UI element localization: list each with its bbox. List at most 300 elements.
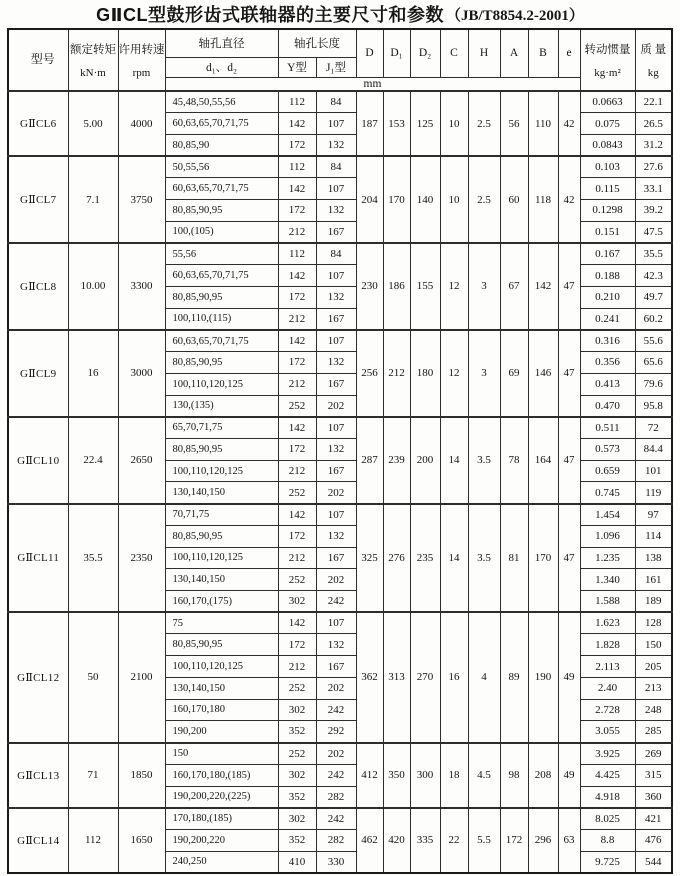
cell-dim-D: 256 [356,330,383,417]
cell-permissible-speed: 1850 [118,743,165,808]
cell-length-j1-type: 107 [316,113,356,135]
cell-bore-diameters: 130,140,150 [165,482,278,504]
cell-dim-A: 98 [500,743,528,808]
cell-rated-torque: 112 [68,808,118,873]
cell-dim-B: 170 [528,504,558,613]
cell-bore-diameters: 80,85,90,95 [165,286,278,308]
cell-mass: 161 [635,569,672,591]
cell-bore-diameters: 50,55,56 [165,156,278,178]
cell-dim-H: 3.5 [468,417,500,504]
cell-mass: 138 [635,547,672,569]
torque-label: 额定转矩 [70,43,116,56]
cell-length-j1-type: 107 [316,417,356,439]
cell-model: GⅡCL14 [8,808,68,873]
cell-inertia: 0.0663 [580,91,635,113]
cell-length-y-type: 212 [278,460,316,482]
cell-length-y-type: 142 [278,417,316,439]
cell-bore-diameters: 80,85,90,95 [165,200,278,222]
cell-mass: 27.6 [635,156,672,178]
cell-length-y-type: 212 [278,308,316,330]
cell-dim-A: 89 [500,612,528,742]
cell-mass: 119 [635,482,672,504]
col-header-bore-length: 轴孔长度 [278,29,356,57]
cell-dim-C: 14 [440,417,468,504]
cell-dim-A: 172 [500,808,528,873]
cell-length-j1-type: 132 [316,634,356,656]
col-header-dim-A: A [500,29,528,77]
title-standard-ref: （JB/T8854.2-2001） [445,7,584,24]
cell-dim-D2: 270 [410,612,440,742]
cell-length-j1-type: 132 [316,352,356,374]
cell-length-j1-type: 167 [316,373,356,395]
cell-inertia: 4.425 [580,764,635,786]
cell-dim-D1: 170 [383,156,410,243]
cell-bore-diameters: 170,180,(185) [165,808,278,830]
cell-length-j1-type: 202 [316,743,356,765]
table-row [8,243,672,265]
page-title [0,0,680,28]
cell-mass: 213 [635,677,672,699]
cell-bore-diameters: 130,(135) [165,395,278,417]
cell-length-y-type: 212 [278,547,316,569]
cell-bore-diameters: 55,56 [165,243,278,265]
cell-bore-diameters: 80,85,90,95 [165,439,278,461]
cell-length-j1-type: 282 [316,786,356,808]
cell-mass: 49.7 [635,286,672,308]
cell-inertia: 2.728 [580,699,635,721]
cell-inertia: 0.103 [580,156,635,178]
cell-length-j1-type: 242 [316,699,356,721]
cell-length-j1-type: 242 [316,764,356,786]
cell-dim-B: 208 [528,743,558,808]
mass-unit: kg [647,67,659,80]
cell-dim-A: 60 [500,156,528,243]
cell-inertia: 0.659 [580,460,635,482]
cell-length-y-type: 112 [278,156,316,178]
cell-dim-e: 49 [558,743,580,808]
cell-inertia: 0.413 [580,373,635,395]
col-subheader-j1-type: J₁型 [316,57,356,77]
cell-dim-C: 12 [440,330,468,417]
cell-dim-C: 14 [440,504,468,613]
cell-permissible-speed: 4000 [118,91,165,156]
cell-inertia: 0.573 [580,439,635,461]
table-row [8,91,672,113]
cell-mass: 248 [635,699,672,721]
cell-bore-diameters: 80,85,90,95 [165,352,278,374]
cell-length-y-type: 172 [278,439,316,461]
cell-length-y-type: 172 [278,634,316,656]
cell-dim-B: 118 [528,156,558,243]
cell-inertia: 2.113 [580,656,635,678]
cell-dim-e: 42 [558,91,580,156]
cell-mass: 60.2 [635,308,672,330]
cell-bore-diameters: 130,140,150 [165,677,278,699]
cell-dim-A: 69 [500,330,528,417]
cell-dim-H: 2.5 [468,156,500,243]
cell-inertia: 0.745 [580,482,635,504]
cell-dim-H: 3 [468,243,500,330]
cell-dim-C: 10 [440,156,468,243]
cell-dim-D2: 125 [410,91,440,156]
col-header-torque [68,29,118,91]
cell-mass: 72 [635,417,672,439]
cell-inertia: 0.075 [580,113,635,135]
col-header-speed [118,29,165,91]
cell-model: GⅡCL11 [8,504,68,613]
cell-inertia: 2.40 [580,677,635,699]
cell-bore-diameters: 100,110,120,125 [165,547,278,569]
cell-inertia: 0.0843 [580,134,635,156]
speed-label: 许用转速 [118,43,165,56]
cell-length-j1-type: 202 [316,482,356,504]
cell-dim-D2: 235 [410,504,440,613]
cell-bore-diameters: 190,200 [165,721,278,743]
cell-dim-H: 2.5 [468,91,500,156]
cell-dim-e: 63 [558,808,580,873]
cell-mass: 360 [635,786,672,808]
cell-dim-e: 47 [558,417,580,504]
cell-dim-H: 5.5 [468,808,500,873]
unit-row-mm: mm [165,77,580,91]
speed-unit: rpm [132,67,151,80]
cell-bore-diameters: 65,70,71,75 [165,417,278,439]
cell-mass: 101 [635,460,672,482]
cell-mass: 189 [635,591,672,613]
cell-dim-B: 296 [528,808,558,873]
cell-dim-D: 462 [356,808,383,873]
cell-dim-D: 412 [356,743,383,808]
cell-dim-D1: 420 [383,808,410,873]
cell-bore-diameters: 160,170,180,(185) [165,764,278,786]
cell-length-y-type: 112 [278,243,316,265]
cell-dim-D: 362 [356,612,383,742]
cell-length-y-type: 142 [278,330,316,352]
cell-mass: 544 [635,851,672,873]
col-header-dim-D2: D₂ [410,29,440,77]
cell-length-j1-type: 132 [316,525,356,547]
cell-length-j1-type: 167 [316,547,356,569]
cell-dim-D2: 155 [410,243,440,330]
cell-length-j1-type: 202 [316,677,356,699]
cell-length-j1-type: 167 [316,308,356,330]
cell-dim-C: 12 [440,243,468,330]
cell-dim-D: 204 [356,156,383,243]
cell-length-y-type: 172 [278,134,316,156]
cell-rated-torque: 7.1 [68,156,118,243]
cell-mass: 26.5 [635,113,672,135]
cell-length-j1-type: 107 [316,265,356,287]
cell-dim-D1: 350 [383,743,410,808]
table-row [8,612,672,634]
cell-length-y-type: 142 [278,265,316,287]
cell-model: GⅡCL10 [8,417,68,504]
cell-inertia: 0.188 [580,265,635,287]
cell-length-y-type: 212 [278,656,316,678]
cell-mass: 84.4 [635,439,672,461]
cell-length-y-type: 252 [278,743,316,765]
cell-mass: 22.1 [635,91,672,113]
cell-dim-C: 10 [440,91,468,156]
cell-bore-diameters: 45,48,50,55,56 [165,91,278,113]
cell-length-j1-type: 107 [316,504,356,526]
cell-mass: 285 [635,721,672,743]
cell-bore-diameters: 60,63,65,70,71,75 [165,178,278,200]
cell-inertia: 0.115 [580,178,635,200]
cell-inertia: 0.511 [580,417,635,439]
cell-mass: 42.3 [635,265,672,287]
cell-length-y-type: 172 [278,286,316,308]
cell-permissible-speed: 2100 [118,612,165,742]
cell-length-y-type: 252 [278,482,316,504]
cell-dim-e: 49 [558,612,580,742]
cell-inertia: 8.025 [580,808,635,830]
col-header-dim-B: B [528,29,558,77]
cell-permissible-speed: 3000 [118,330,165,417]
cell-bore-diameters: 130,140,150 [165,569,278,591]
col-header-dim-H: H [468,29,500,77]
cell-length-j1-type: 132 [316,134,356,156]
col-header-model [8,29,68,91]
cell-dim-A: 67 [500,243,528,330]
cell-dim-D2: 300 [410,743,440,808]
cell-inertia: 9.725 [580,851,635,873]
col-subheader-y-type: Y型 [278,57,316,77]
cell-length-y-type: 302 [278,764,316,786]
cell-length-y-type: 252 [278,677,316,699]
cell-mass: 35.5 [635,243,672,265]
cell-model: GⅡCL8 [8,243,68,330]
cell-rated-torque: 5.00 [68,91,118,156]
cell-dim-e: 47 [558,504,580,613]
cell-model: GⅡCL9 [8,330,68,417]
cell-dim-e: 47 [558,243,580,330]
cell-inertia: 1.454 [580,504,635,526]
cell-dim-D1: 186 [383,243,410,330]
cell-dim-H: 4 [468,612,500,742]
col-header-model-label: 型号 [30,52,55,67]
cell-mass: 205 [635,656,672,678]
cell-inertia: 3.055 [580,721,635,743]
cell-length-y-type: 410 [278,851,316,873]
cell-rated-torque: 71 [68,743,118,808]
cell-mass: 47.5 [635,221,672,243]
cell-dim-D1: 313 [383,612,410,742]
cell-length-y-type: 112 [278,91,316,113]
cell-inertia: 1.588 [580,591,635,613]
cell-bore-diameters: 240,250 [165,851,278,873]
cell-length-y-type: 352 [278,721,316,743]
cell-inertia: 0.151 [580,221,635,243]
cell-bore-diameters: 100,110,(115) [165,308,278,330]
cell-rated-torque: 10.00 [68,243,118,330]
cell-bore-diameters: 60,63,65,70,71,75 [165,265,278,287]
inertia-unit: kg·m² [594,67,621,80]
col-subheader-d1-d2: d₁、d₂ [165,57,278,77]
table-body [8,91,672,873]
cell-mass: 421 [635,808,672,830]
cell-bore-diameters: 80,85,90 [165,134,278,156]
cell-inertia: 1.623 [580,612,635,634]
cell-length-j1-type: 242 [316,591,356,613]
cell-length-j1-type: 282 [316,829,356,851]
cell-dim-D1: 153 [383,91,410,156]
cell-inertia: 1.096 [580,525,635,547]
cell-dim-H: 4.5 [468,743,500,808]
cell-inertia: 0.470 [580,395,635,417]
cell-dim-B: 142 [528,243,558,330]
cell-bore-diameters: 190,200,220,(225) [165,786,278,808]
cell-length-y-type: 302 [278,699,316,721]
inertia-label: 转动惯量 [584,43,631,56]
cell-length-y-type: 142 [278,612,316,634]
cell-model: GⅡCL13 [8,743,68,808]
cell-bore-diameters: 160,170,(175) [165,591,278,613]
cell-mass: 476 [635,829,672,851]
cell-dim-D1: 212 [383,330,410,417]
table-row [8,743,672,765]
cell-rated-torque: 16 [68,330,118,417]
cell-length-j1-type: 132 [316,439,356,461]
table-row [8,330,672,352]
cell-length-y-type: 252 [278,569,316,591]
cell-dim-B: 146 [528,330,558,417]
mass-label: 质 量 [640,43,667,56]
cell-dim-H: 3 [468,330,500,417]
cell-mass: 39.2 [635,200,672,222]
col-header-mass [635,29,672,91]
cell-mass: 97 [635,504,672,526]
cell-mass: 150 [635,634,672,656]
torque-unit: kN·m [80,67,106,80]
cell-dim-C: 18 [440,743,468,808]
cell-dim-D1: 276 [383,504,410,613]
cell-length-y-type: 142 [278,113,316,135]
cell-mass: 315 [635,764,672,786]
cell-model: GⅡCL12 [8,612,68,742]
cell-dim-H: 3.5 [468,504,500,613]
cell-dim-B: 164 [528,417,558,504]
cell-length-j1-type: 132 [316,200,356,222]
cell-mass: 31.2 [635,134,672,156]
cell-inertia: 1.340 [580,569,635,591]
cell-length-j1-type: 167 [316,656,356,678]
cell-bore-diameters: 100,110,120,125 [165,460,278,482]
cell-bore-diameters: 100,110,120,125 [165,656,278,678]
cell-rated-torque: 22.4 [68,417,118,504]
cell-bore-diameters: 80,85,90,95 [165,634,278,656]
cell-permissible-speed: 2350 [118,504,165,613]
cell-length-j1-type: 202 [316,395,356,417]
col-header-dim-e: e [558,29,580,77]
cell-dim-C: 16 [440,612,468,742]
cell-mass: 79.6 [635,373,672,395]
col-header-dim-D1: D₁ [383,29,410,77]
cell-dim-A: 81 [500,504,528,613]
cell-length-y-type: 172 [278,525,316,547]
cell-dim-A: 56 [500,91,528,156]
cell-length-y-type: 142 [278,178,316,200]
cell-length-y-type: 302 [278,591,316,613]
cell-dim-D: 187 [356,91,383,156]
cell-inertia: 0.241 [580,308,635,330]
cell-model: GⅡCL7 [8,156,68,243]
cell-length-y-type: 352 [278,829,316,851]
cell-bore-diameters: 100,110,120,125 [165,373,278,395]
cell-bore-diameters: 60,63,65,70,71,75 [165,113,278,135]
cell-length-y-type: 172 [278,200,316,222]
cell-length-j1-type: 132 [316,286,356,308]
cell-length-y-type: 352 [278,786,316,808]
cell-length-j1-type: 167 [316,460,356,482]
cell-length-j1-type: 330 [316,851,356,873]
cell-length-j1-type: 84 [316,243,356,265]
cell-inertia: 0.210 [580,286,635,308]
cell-permissible-speed: 3300 [118,243,165,330]
cell-mass: 269 [635,743,672,765]
col-header-inertia [580,29,635,91]
cell-bore-diameters: 100,(105) [165,221,278,243]
cell-inertia: 3.925 [580,743,635,765]
cell-bore-diameters: 160,170,180 [165,699,278,721]
cell-dim-B: 190 [528,612,558,742]
cell-length-y-type: 142 [278,504,316,526]
table-row [8,156,672,178]
title-text: GⅡCL型鼓形齿式联轴器的主要尺寸和参数 [96,5,444,25]
table-header [8,29,672,91]
cell-length-j1-type: 292 [316,721,356,743]
col-header-dim-D: D [356,29,383,77]
cell-length-j1-type: 202 [316,569,356,591]
cell-permissible-speed: 1650 [118,808,165,873]
cell-dim-e: 47 [558,330,580,417]
table-row [8,808,672,830]
cell-mass: 65.6 [635,352,672,374]
cell-rated-torque: 35.5 [68,504,118,613]
cell-model: GⅡCL6 [8,91,68,156]
cell-dim-D: 325 [356,504,383,613]
cell-length-j1-type: 242 [316,808,356,830]
cell-bore-diameters: 70,71,75 [165,504,278,526]
cell-dim-B: 110 [528,91,558,156]
cell-length-y-type: 252 [278,395,316,417]
cell-mass: 55.6 [635,330,672,352]
cell-length-j1-type: 107 [316,330,356,352]
cell-dim-A: 78 [500,417,528,504]
cell-length-j1-type: 84 [316,156,356,178]
cell-dim-e: 42 [558,156,580,243]
cell-bore-diameters: 80,85,90,95 [165,525,278,547]
cell-dim-D: 287 [356,417,383,504]
cell-dim-D2: 140 [410,156,440,243]
cell-dim-D2: 180 [410,330,440,417]
cell-inertia: 0.316 [580,330,635,352]
cell-length-y-type: 302 [278,808,316,830]
cell-dim-D2: 200 [410,417,440,504]
cell-dim-C: 22 [440,808,468,873]
col-header-bore-diameter: 轴孔直径 [165,29,278,57]
cell-length-y-type: 212 [278,221,316,243]
cell-permissible-speed: 2650 [118,417,165,504]
cell-inertia: 8.8 [580,829,635,851]
cell-length-j1-type: 107 [316,178,356,200]
cell-length-j1-type: 167 [316,221,356,243]
cell-mass: 114 [635,525,672,547]
table-row [8,504,672,526]
cell-dim-D2: 335 [410,808,440,873]
cell-mass: 95.8 [635,395,672,417]
cell-bore-diameters: 190,200,220 [165,829,278,851]
